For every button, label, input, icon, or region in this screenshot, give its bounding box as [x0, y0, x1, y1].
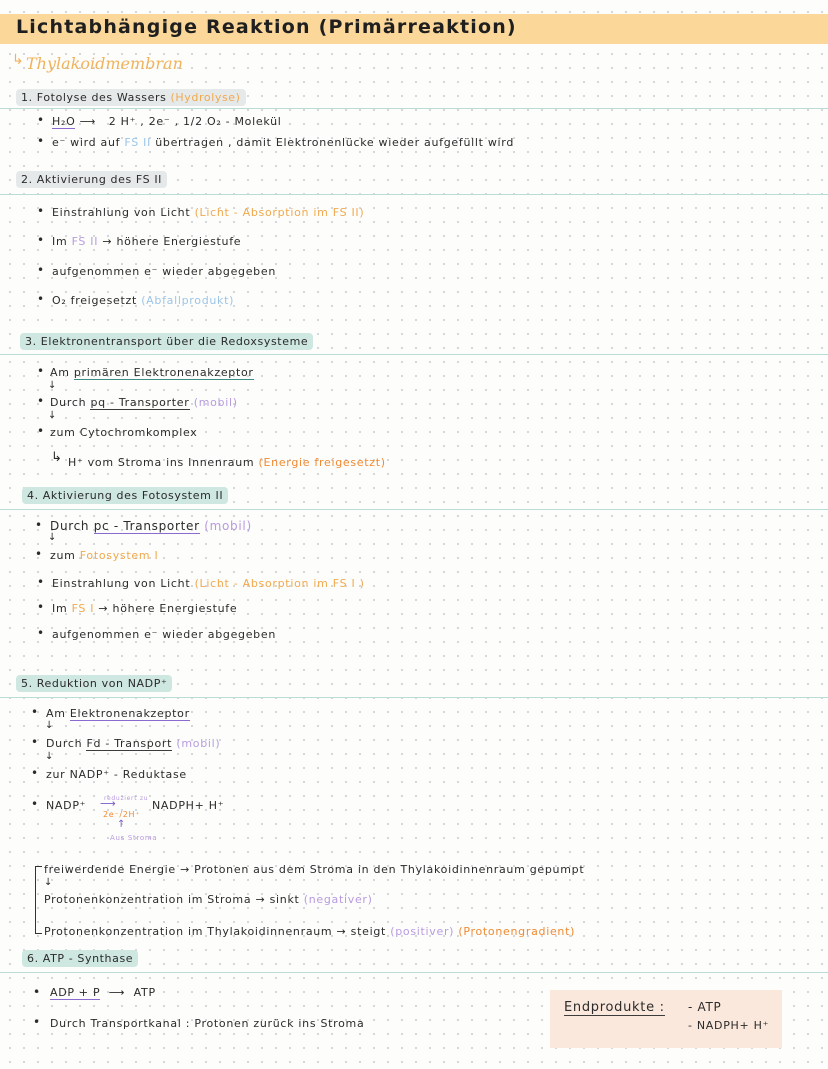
bullet-icon: •: [31, 766, 39, 780]
s4-line-4: Im FS I → höhere Energiestufe: [52, 602, 238, 615]
subtitle-arrow-icon: ↳: [12, 52, 24, 68]
bullet-icon: •: [37, 233, 45, 247]
page-subtitle: Thylakoidmembran: [26, 54, 183, 73]
s2-line-2: Im FS II → höhere Energiestufe: [52, 235, 242, 248]
s2-line-4: O₂ freigesetzt (Abfallprodukt): [52, 294, 235, 307]
end-product-nadph: - NADPH+ H⁺: [688, 1019, 770, 1032]
arrow-down-icon: ↓: [48, 532, 57, 543]
arrow-right-icon: ⟶: [79, 115, 97, 128]
s6-line-1: ADP + P ⟶ ATP: [50, 986, 156, 999]
s4-line-1: Durch pc - Transporter (mobil): [50, 519, 252, 533]
bullet-icon: •: [35, 547, 43, 561]
bullet-icon: •: [37, 626, 45, 640]
bullet-icon: •: [33, 1015, 41, 1029]
s5-line-1: Am Elektronenakzeptor: [46, 707, 190, 720]
bullet-icon: •: [37, 424, 45, 438]
s1-line-2: e⁻ wird auf FS II übertragen , damit Elektronenlücke wieder aufgefüllt wird: [52, 136, 515, 149]
section-rule: [0, 194, 828, 195]
s4-line-5: aufgenommen e⁻ wieder abgegeben: [52, 628, 277, 641]
arrow-down-icon: ↓: [45, 751, 54, 762]
s3-line-4: H⁺ vom Stroma ins Innenraum (Energie freigesetzt): [68, 456, 386, 469]
section-rule: [0, 354, 828, 355]
corner-arrow-icon: ↳: [51, 450, 63, 465]
bullet-icon: •: [37, 134, 45, 148]
bullet-icon: •: [35, 518, 43, 532]
page-title: Lichtabhängige Reaktion (Primärreaktion): [16, 16, 517, 38]
bullet-icon: •: [37, 575, 45, 589]
section-1-note: (Hydrolyse): [170, 91, 241, 104]
s5-electrons-label: 2e⁻/2H⁺: [103, 810, 141, 819]
s2-line-3: aufgenommen e⁻ wieder abgegeben: [52, 265, 277, 278]
bullet-icon: •: [37, 600, 45, 614]
section-4-header: 4. Aktivierung des Fotosystem II: [22, 487, 228, 504]
section-rule: [0, 108, 828, 109]
s5-flow-1: freiwerdende Energie → Protonen aus dem Stroma in den Thylakoidinnenraum gepumpt: [44, 863, 585, 876]
bullet-icon: •: [37, 364, 45, 378]
section-2-header: 2. Aktivierung des FS II: [16, 171, 167, 188]
bullet-icon: •: [31, 797, 39, 811]
bullet-icon: •: [33, 985, 41, 999]
section-5-header: 5. Reduktion von NADP⁺: [16, 675, 172, 692]
end-products-label: Endprodukte :: [564, 1000, 665, 1015]
s2-line-1: Einstrahlung von Licht (Licht - Absorption im FS II): [52, 206, 365, 219]
s3-line-1: Am primären Elektronenakzeptor: [50, 366, 254, 379]
s5-nadp: NADP⁺: [46, 799, 87, 812]
s5-flow-2: Protonenkonzentration im Stroma → sinkt (negativer): [44, 893, 373, 906]
arrow-down-icon: ↓: [48, 380, 57, 391]
section-1-title: 1. Fotolyse des Wassers: [21, 91, 171, 104]
s3-line-2: Durch pq - Transporter (mobil): [50, 396, 238, 409]
arrow-down-icon: ↓: [48, 410, 57, 421]
arrow-right-icon: ⟶: [108, 986, 126, 999]
section-rule: [0, 697, 828, 698]
bullet-icon: •: [31, 705, 39, 719]
section-1-header: [16, 89, 246, 106]
s4-line-3: Einstrahlung von Licht (Licht - Absorption im FS I ): [52, 577, 365, 590]
s3-line-3: zum Cytochromkomplex: [50, 426, 198, 439]
section-rule: [0, 509, 828, 510]
bullet-icon: •: [37, 113, 45, 127]
s5-reduced-label: reduziert zu: [104, 795, 149, 802]
s6-line-2: Durch Transportkanal : Protonen zurück ins Stroma: [50, 1017, 365, 1030]
arrow-up-icon: ↑: [117, 819, 127, 830]
s5-line-3: zur NADP⁺ - Reduktase: [46, 768, 187, 781]
bracket-line: [35, 866, 42, 934]
s5-from-stroma: Aus Stroma: [110, 834, 158, 842]
s4-line-2: zum Fotosystem I: [50, 549, 159, 562]
bullet-icon: •: [37, 263, 45, 277]
s5-flow-3: Protonenkonzentration im Thylakoidinnenraum → steigt (positiver) (Protonengradient): [44, 925, 576, 938]
bullet-icon: •: [31, 735, 39, 749]
end-product-atp: - ATP: [688, 1000, 722, 1014]
s5-line-2: Durch Fd - Transport (mobil): [46, 737, 221, 750]
section-6-header: 6. ATP - Synthase: [22, 950, 138, 967]
bullet-icon: •: [37, 204, 45, 218]
section-rule: [0, 972, 828, 973]
bullet-icon: •: [37, 394, 45, 408]
s1-line-1: H₂O ⟶ 2 H⁺ , 2e⁻ , 1/2 O₂ - Molekül: [52, 115, 282, 128]
arrow-down-icon: ↓: [45, 720, 54, 731]
section-3-header: 3. Elektronentransport über die Redoxsysteme: [20, 333, 313, 350]
s5-nadph: NADPH+ H⁺: [152, 799, 225, 812]
bullet-icon: •: [37, 292, 45, 306]
arrow-right-icon: ⟶: [100, 797, 117, 810]
arrow-down-icon: ↓: [44, 877, 53, 888]
